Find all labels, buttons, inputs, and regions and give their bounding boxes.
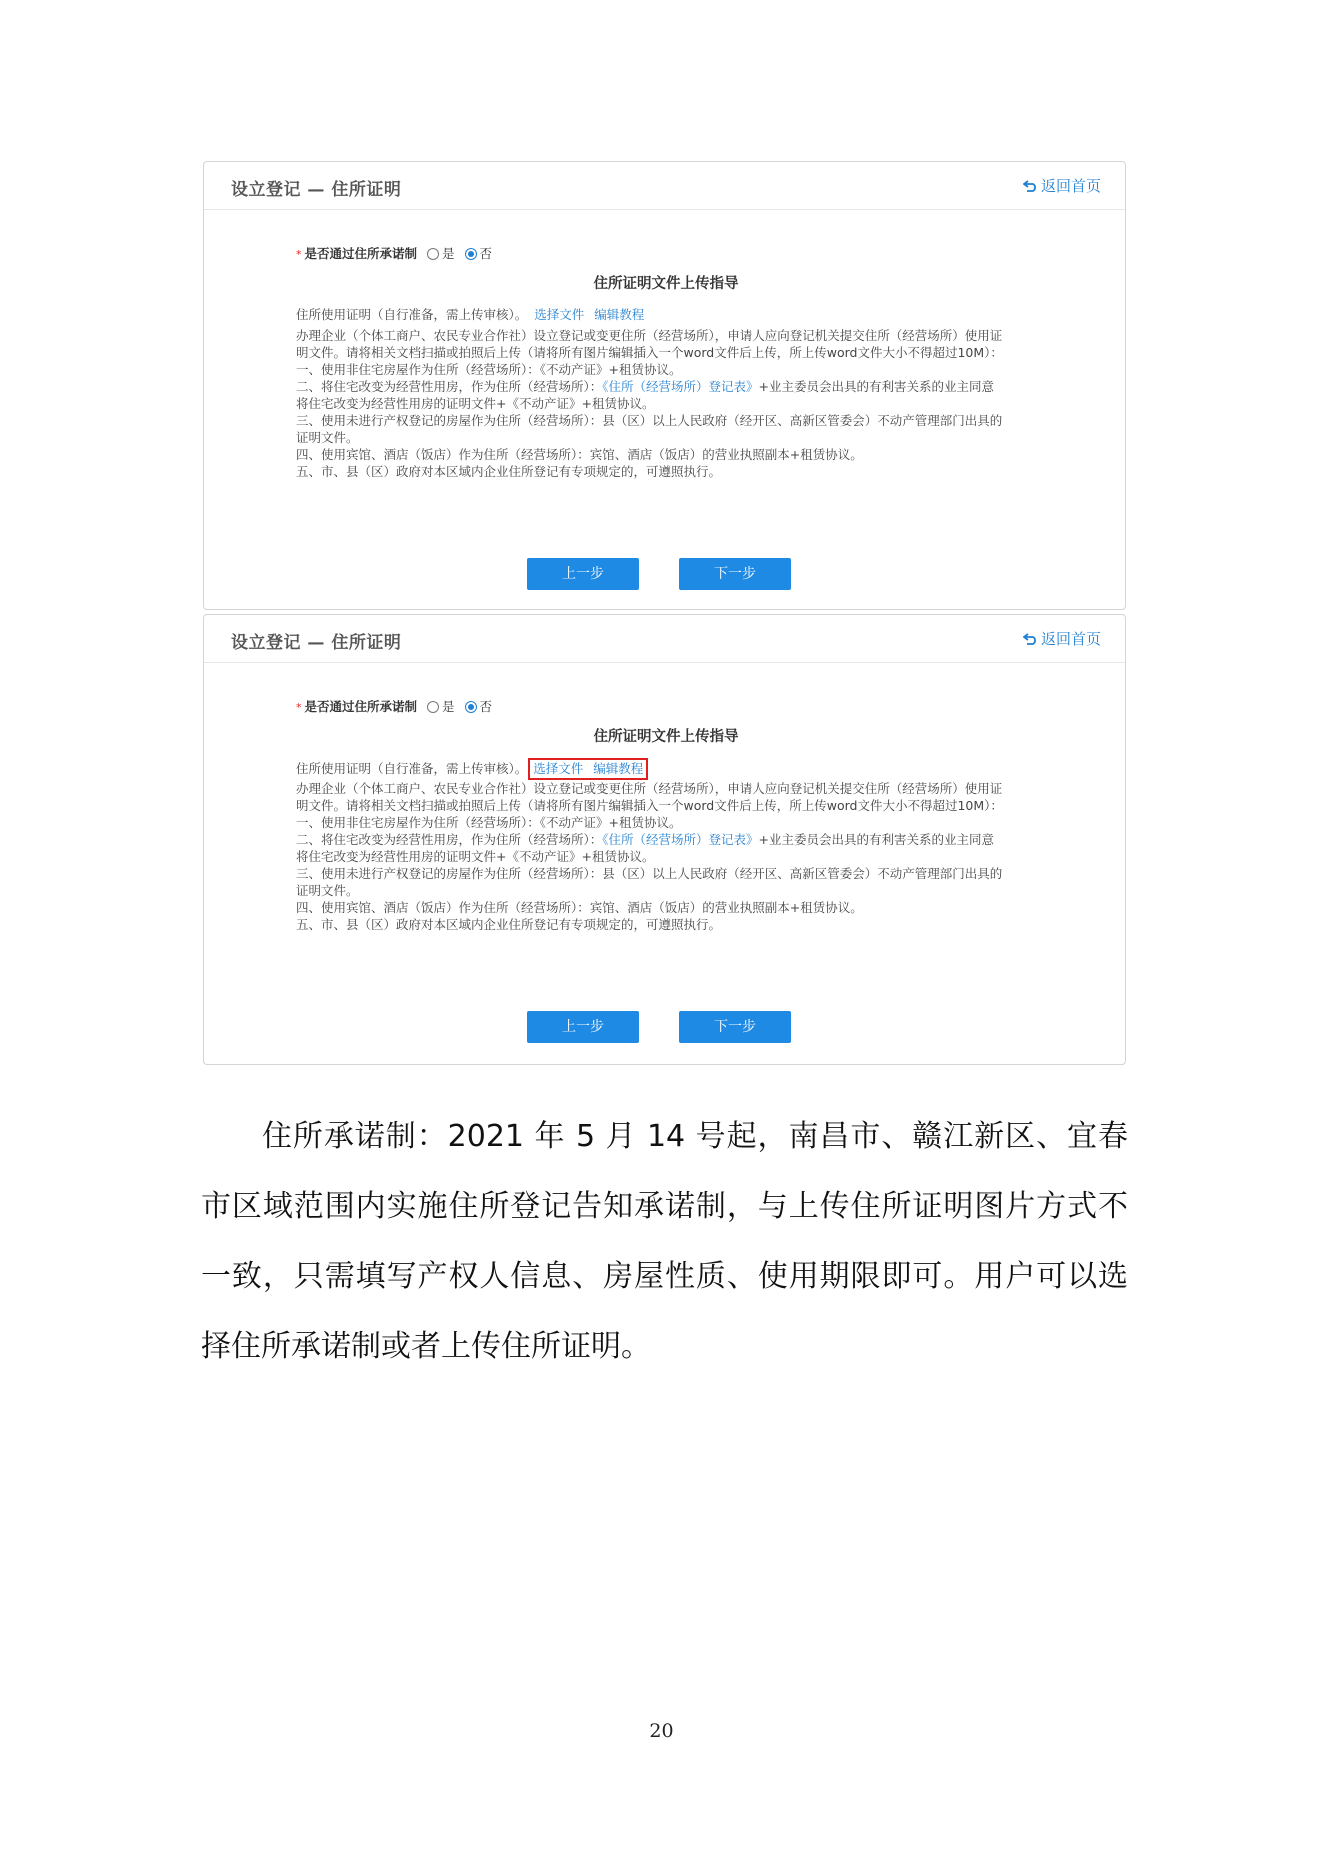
radio-question: 是否通过住所承诺制 (304, 699, 418, 714)
radio-yes[interactable] (427, 701, 439, 713)
guide-line: 四、使用宾馆、酒店（饭店）作为住所（经营场所）：宾馆、酒店（饭店）的营业执照副本+租赁协议。 (296, 900, 863, 915)
radio-yes[interactable] (427, 248, 439, 260)
panel-body (296, 245, 1036, 480)
registration-form-link[interactable]: 《住所（经营场所）登记表》 (602, 832, 759, 847)
required-asterisk: * (296, 701, 302, 714)
step-buttons (527, 1011, 831, 1043)
required-asterisk: * (296, 248, 302, 261)
guide-line-two-post: +业主委员会出具的有利害关系的业主同意 (758, 832, 995, 847)
guide-line-two (296, 378, 1036, 395)
registration-form-link[interactable]: 《住所（经营场所）登记表》 (602, 379, 759, 394)
guide-line: 办理企业（个体工商户、农民专业合作社）设立登记或变更住所（经营场所），申请人应向登记机关提交住所（经营场所）使用证 (296, 781, 1003, 796)
next-step-button[interactable]: 下一步 (679, 558, 791, 590)
radio-question: 是否通过住所承诺制 (304, 246, 418, 261)
guide-title: 住所证明文件上传指导 (593, 729, 739, 745)
commitment-radio-group (296, 245, 1036, 263)
guide-line: 三、使用未进行产权登记的房屋作为住所（经营场所）：县（区）以上人民政府（经开区、高新区管委会）不动产管理部门出具的 (296, 866, 1003, 881)
upload-label: 住所使用证明（自行准备，需上传审核）。 (296, 307, 528, 322)
guide-line: 明文件。请将相关文档扫描或拍照后上传（请将所有图片编辑插入一个word文件后上传，所上传word文件大小不得超过10M）： (296, 798, 1003, 813)
choose-file-link[interactable]: 选择文件 (533, 761, 584, 776)
guide-line: 证明文件。 (296, 430, 359, 445)
page-title: 设立登记 — 住所证明 (231, 633, 402, 653)
panel-header (204, 615, 1125, 663)
guide-line-two (296, 831, 1036, 848)
page-number: 20 (649, 1720, 674, 1742)
radio-no[interactable] (465, 248, 477, 260)
upload-links (531, 306, 647, 324)
edit-tutorial-link[interactable]: 编辑教程 (594, 307, 645, 322)
guide-line: 一、使用非住宅房屋作为住所（经营场所）：《不动产证》+租赁协议。 (296, 362, 682, 377)
back-home-link[interactable] (1023, 628, 1101, 649)
back-home-label: 返回首页 (1040, 177, 1101, 195)
guide-title: 住所证明文件上传指导 (593, 276, 739, 292)
guide-line: 三、使用未进行产权登记的房屋作为住所（经营场所）：县（区）以上人民政府（经开区、高新区管委会）不动产管理部门出具的 (296, 413, 1003, 428)
upload-links-highlighted (528, 758, 648, 780)
panel-body (296, 698, 1036, 933)
return-arrow-icon (1023, 633, 1038, 645)
upload-row (296, 305, 1036, 325)
step-buttons (527, 558, 831, 590)
guide-line: 办理企业（个体工商户、农民专业合作社）设立登记或变更住所（经营场所），申请人应向登记机关提交住所（经营场所）使用证 (296, 328, 1003, 343)
guide-line: 将住宅改变为经营性用房的证明文件+《不动产证》+租赁协议。 (296, 396, 655, 411)
edit-tutorial-link[interactable]: 编辑教程 (593, 761, 644, 776)
back-home-link[interactable] (1023, 175, 1101, 196)
screenshot-panel-bottom (203, 614, 1126, 1065)
guide-line-two-post: +业主委员会出具的有利害关系的业主同意 (758, 379, 995, 394)
prev-step-button[interactable]: 上一步 (527, 558, 639, 590)
guide-line: 证明文件。 (296, 883, 359, 898)
panel-header (204, 162, 1125, 210)
radio-no-label: 否 (479, 246, 493, 261)
upload-row (296, 758, 1036, 778)
page-title: 设立登记 — 住所证明 (231, 180, 402, 200)
radio-yes-label: 是 (442, 246, 455, 261)
radio-no-label: 否 (479, 699, 493, 714)
back-home-label: 返回首页 (1040, 630, 1101, 648)
guide-line: 明文件。请将相关文档扫描或拍照后上传（请将所有图片编辑插入一个word文件后上传，所上传word文件大小不得超过10M）： (296, 345, 1003, 360)
body-paragraph (201, 1102, 1128, 1382)
radio-yes-label: 是 (442, 699, 455, 714)
guide-line-two-pre: 二、将住宅改变为经营性用房，作为住所（经营场所）： (296, 832, 603, 847)
body-paragraph-text: 住所承诺制：2021 年 5 月 14 号起，南昌市、赣江新区、宜春市区域范围内实施住所登记告知承诺制，与上传住所证明图片方式不一致，只需填写产权人信息、房屋性质、使用期限即可。用户可以选择住所承诺制或者上传住所证明。 (201, 1119, 1128, 1364)
guide-line: 一、使用非住宅房屋作为住所（经营场所）：《不动产证》+租赁协议。 (296, 815, 682, 830)
guide-line: 五、市、县（区）政府对本区域内企业住所登记有专项规定的，可遵照执行。 (296, 917, 722, 932)
guide-line: 四、使用宾馆、酒店（饭店）作为住所（经营场所）：宾馆、酒店（饭店）的营业执照副本+租赁协议。 (296, 447, 863, 462)
prev-step-button[interactable]: 上一步 (527, 1011, 639, 1043)
upload-label: 住所使用证明（自行准备，需上传审核）。 (296, 761, 528, 776)
next-step-button[interactable]: 下一步 (679, 1011, 791, 1043)
guide-line-two-pre: 二、将住宅改变为经营性用房，作为住所（经营场所）： (296, 379, 603, 394)
guide-line: 五、市、县（区）政府对本区域内企业住所登记有专项规定的，可遵照执行。 (296, 464, 722, 479)
choose-file-link[interactable]: 选择文件 (534, 307, 585, 322)
commitment-radio-group (296, 698, 1036, 716)
guide-line: 将住宅改变为经营性用房的证明文件+《不动产证》+租赁协议。 (296, 849, 655, 864)
screenshot-panel-top (203, 161, 1126, 610)
radio-no[interactable] (465, 701, 477, 713)
return-arrow-icon (1023, 180, 1038, 192)
